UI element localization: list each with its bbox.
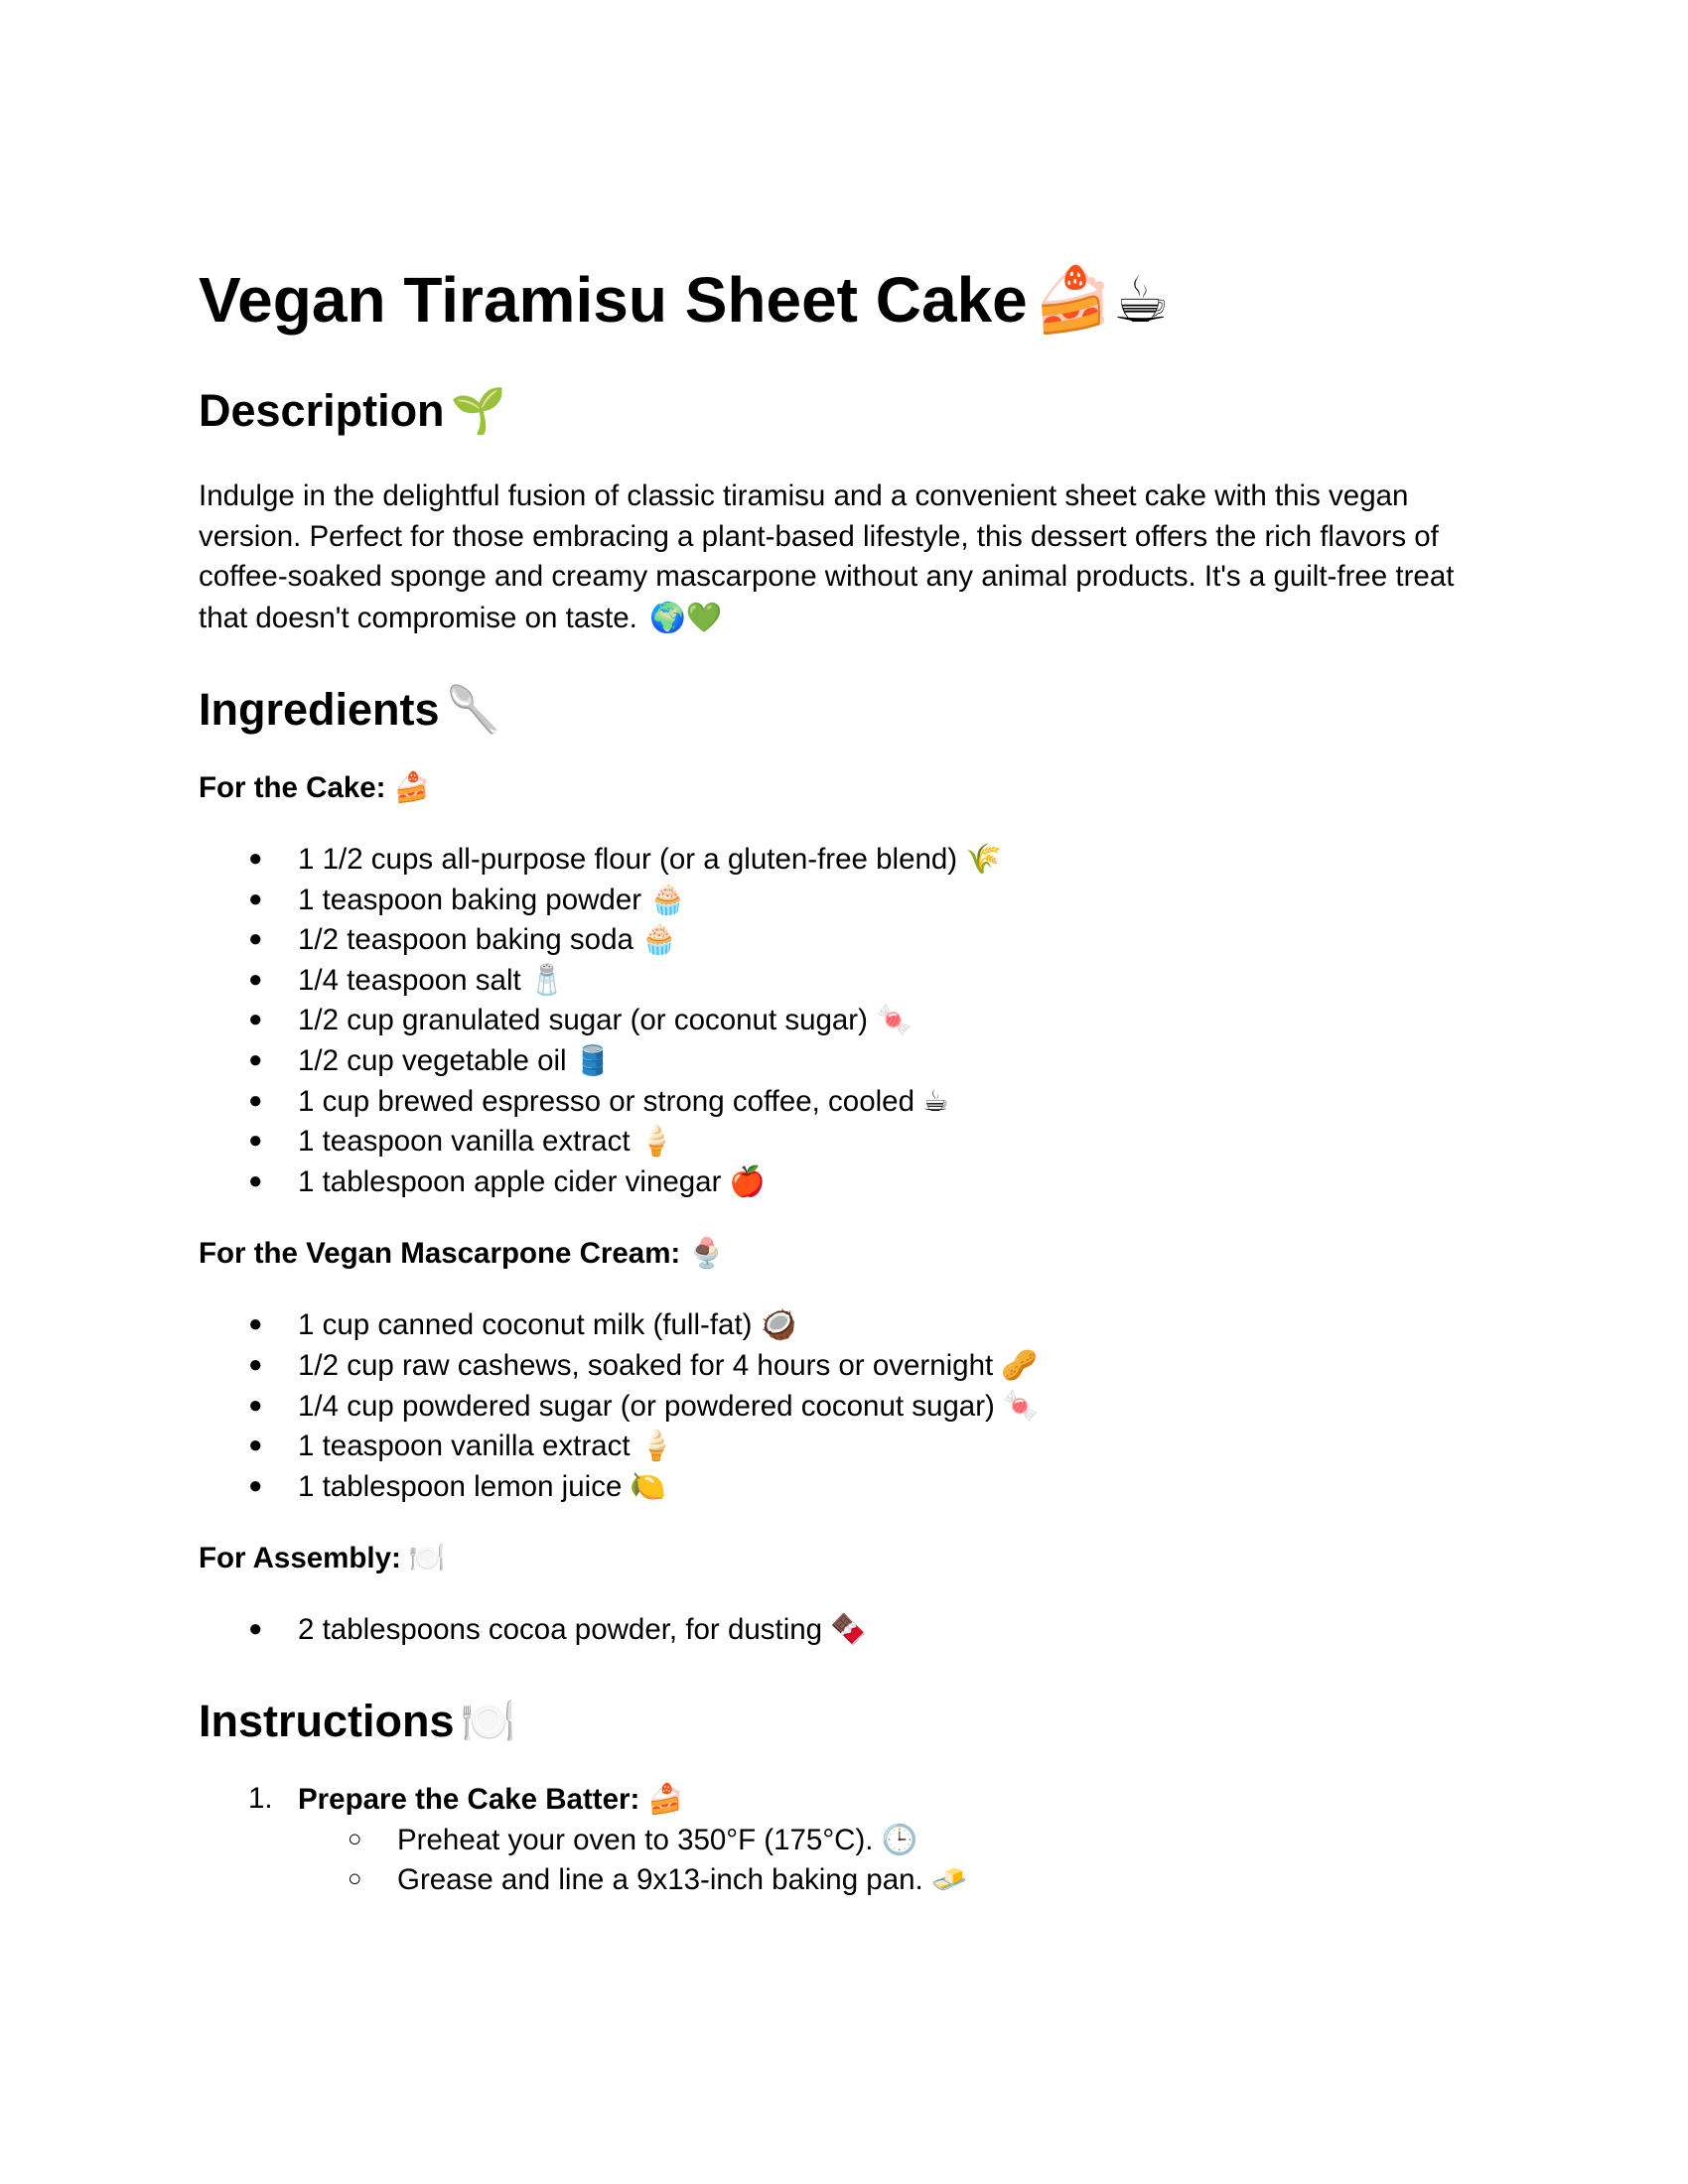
sundae-icon: 🍨 — [688, 1236, 725, 1271]
circle-bullet: ○ — [348, 1865, 362, 1893]
apple-icon: 🍎 — [729, 1163, 767, 1198]
list-item — [199, 1345, 1489, 1386]
instruction-step — [199, 1779, 1489, 1820]
list-item — [199, 1081, 1489, 1122]
document-page — [199, 260, 1489, 1900]
bullet: ● — [248, 1127, 263, 1155]
list-item — [199, 1161, 1489, 1202]
bullet: ● — [248, 1310, 263, 1338]
bullet: ● — [248, 1006, 263, 1033]
recipe-title — [199, 260, 1489, 340]
coconut-icon: 🥥 — [760, 1307, 797, 1342]
description-heading — [199, 383, 1489, 439]
cream-ingredients-label-text: For the Vegan Mascarpone Cream: — [199, 1237, 681, 1271]
circle-bullet: ○ — [348, 1825, 362, 1852]
bullet: ● — [248, 1391, 263, 1419]
description-heading-text: Description — [199, 385, 445, 436]
clock-icon: 🕒 — [881, 1822, 918, 1856]
list-item — [199, 1304, 1489, 1345]
bullet: ● — [248, 1471, 263, 1499]
cake-icon: 🍰 — [647, 1781, 685, 1816]
bullet: ● — [248, 1045, 263, 1073]
ingredients-heading-text: Ingredients — [199, 684, 440, 735]
bullet: ● — [248, 1350, 263, 1378]
ice-cream-icon: 🍦 — [637, 1124, 675, 1159]
cake-ingredients-list — [199, 839, 1489, 1201]
list-item — [199, 1466, 1489, 1507]
ingredient-text: 1/4 cup powdered sugar (or powdered coconut sugar) — [298, 1389, 995, 1423]
ingredient-text: 1 teaspoon baking powder — [298, 883, 642, 916]
assembly-label — [199, 1538, 1489, 1577]
instructions-heading-text: Instructions — [199, 1695, 455, 1746]
list-item — [199, 919, 1489, 960]
ingredient-text: 1/2 cup vegetable oil — [298, 1043, 567, 1077]
description-body-text: Indulge in the delightful fusion of classic tiramisu and a convenient sheet cake with this vegan version. Perfect for those embracing a plant-based lifestyle, this dessert offers the rich flavors of coffee-soaked sponge and creamy mascarpone without any animal products. It's a guilt-free treat that doesn't compromise on taste. — [199, 479, 1455, 634]
instruction-substep — [199, 1859, 1489, 1900]
list-item — [199, 960, 1489, 1001]
substep-text: Grease and line a 9x13-inch baking pan. — [397, 1863, 923, 1897]
step-number: 1. — [248, 1781, 273, 1815]
ingredient-text: 1 cup brewed espresso or strong coffee, cooled — [298, 1084, 914, 1118]
lemon-icon: 🍋 — [630, 1468, 667, 1503]
list-item — [199, 1121, 1489, 1161]
cupcake-icon: 🧁 — [640, 922, 678, 957]
ingredient-text: 1 teaspoon vanilla extract — [298, 1125, 631, 1159]
cake-ingredients-label-text: For the Cake: — [199, 771, 386, 804]
instruction-substep — [199, 1820, 1489, 1860]
step-title: Prepare the Cake Batter: — [298, 1782, 640, 1816]
list-item — [199, 1386, 1489, 1427]
candy-icon: 🍬 — [1002, 1388, 1040, 1423]
wheat-icon: 🌾 — [965, 842, 1002, 876]
ingredient-text: 1 cup canned coconut milk (full-fat) — [298, 1308, 753, 1342]
ingredient-text: 1 teaspoon vanilla extract — [298, 1430, 631, 1463]
description-body — [199, 477, 1489, 638]
ingredient-text: 1/2 teaspoon baking soda — [298, 923, 633, 957]
bullet: ● — [248, 1086, 263, 1114]
bullet: ● — [248, 965, 263, 993]
ingredient-text: 1/2 cup granulated sugar (or coconut sugar) — [298, 1004, 868, 1037]
substep-text: Preheat your oven to 350°F (175°C). — [397, 1823, 874, 1856]
list-item — [199, 1609, 1489, 1650]
ingredient-text: 1 tablespoon lemon juice — [298, 1469, 623, 1503]
peanut-icon: 🥜 — [1001, 1347, 1038, 1382]
list-item — [199, 1426, 1489, 1466]
bullet: ● — [248, 1432, 263, 1459]
bullet: ● — [248, 885, 263, 912]
assembly-label-text: For Assembly: — [199, 1542, 401, 1575]
cake-icon: 🍰 — [393, 770, 431, 804]
ingredient-text: 1/2 cup raw cashews, soaked for 4 hours or overnight — [298, 1348, 994, 1382]
ingredient-text: 1 tablespoon apple cider vinegar — [298, 1164, 722, 1198]
spoon-icon: 🥄 — [445, 683, 501, 736]
ice-cream-icon: 🍦 — [637, 1429, 675, 1463]
seedling-icon: 🌱 — [450, 384, 506, 437]
coffee-icon: ☕ — [921, 1083, 949, 1118]
instructions-list — [199, 1779, 1489, 1900]
chocolate-icon: 🍫 — [830, 1612, 867, 1647]
oil-drum-icon: 🛢️ — [574, 1042, 612, 1077]
ingredient-text: 1/4 teaspoon salt — [298, 963, 521, 997]
cake-coffee-icon: 🍰☕ — [1033, 264, 1170, 338]
ingredients-heading — [199, 682, 1489, 738]
bullet: ● — [248, 1615, 263, 1643]
list-item — [199, 1040, 1489, 1081]
globe-heart-icon: 🌍💚 — [649, 600, 723, 634]
instructions-heading — [199, 1694, 1489, 1749]
assembly-ingredients-list — [199, 1609, 1489, 1650]
bullet: ● — [248, 1166, 263, 1194]
ingredient-text: 2 tablespoons cocoa powder, for dusting — [298, 1613, 823, 1647]
list-item — [199, 839, 1489, 880]
cupcake-icon: 🧁 — [649, 882, 686, 916]
bullet: ● — [248, 845, 263, 872]
butter-icon: 🧈 — [930, 1862, 968, 1897]
plate-icon: 🍽️ — [460, 1694, 516, 1747]
cream-ingredients-label — [199, 1233, 1489, 1273]
cake-ingredients-label — [199, 767, 1489, 807]
recipe-title-text: Vegan Tiramisu Sheet Cake — [199, 264, 1028, 336]
cream-ingredients-list — [199, 1304, 1489, 1506]
list-item — [199, 880, 1489, 920]
list-item — [199, 1000, 1489, 1040]
bullet: ● — [248, 925, 263, 953]
ingredient-text: 1 1/2 cups all-purpose flour (or a gluten-free blend) — [298, 843, 958, 876]
salt-icon: 🧂 — [528, 962, 566, 997]
plate-icon: 🍽️ — [408, 1541, 446, 1575]
candy-icon: 🍬 — [875, 1003, 913, 1037]
